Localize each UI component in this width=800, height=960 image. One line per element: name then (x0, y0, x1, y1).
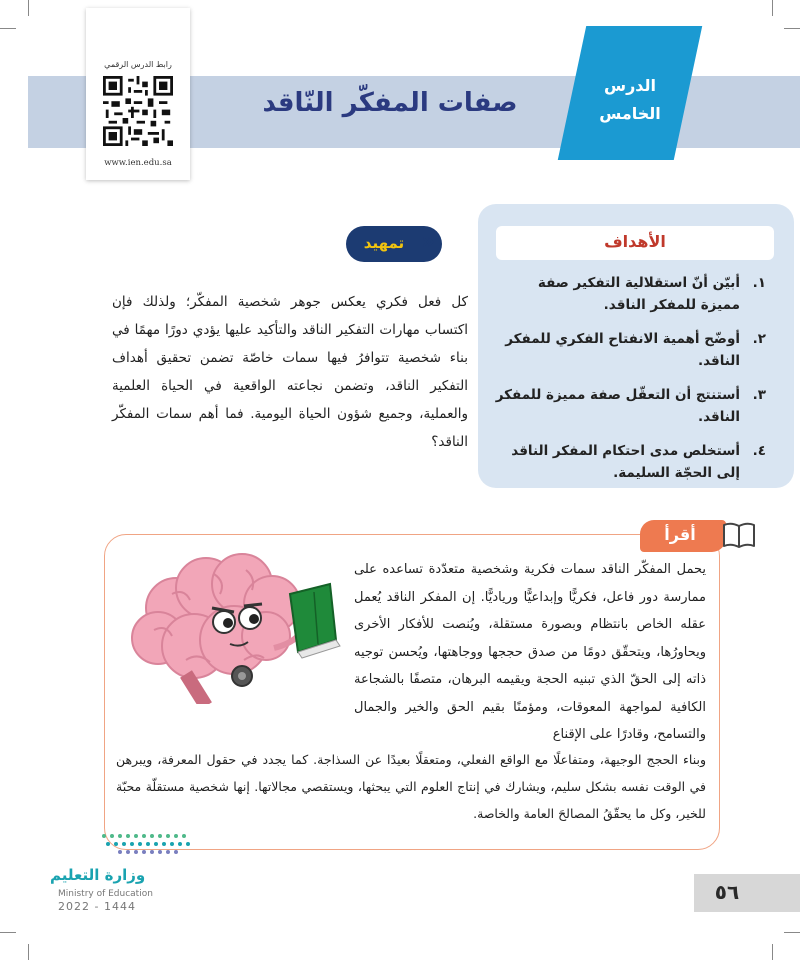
crop-mark (772, 0, 773, 16)
qr-code-icon[interactable] (103, 76, 173, 146)
objective-item (494, 440, 766, 496)
crop-mark (28, 0, 29, 16)
objective-item (494, 328, 766, 384)
objective-text: أستخلص مدى احتكام المفكر الناقد إلى الحجّة السليمة. (511, 443, 740, 481)
objective-number: ٢. (752, 331, 766, 347)
objective-text: أوضّح أهمية الانفتاح الفكري للمفكر الناقد. (505, 331, 740, 369)
lesson-tag-line1: الدرس (603, 76, 657, 95)
intro-label: تمهيد (363, 234, 405, 252)
crop-mark (784, 932, 800, 933)
read-paragraph-bottom: وبناء الحجج الوجيهة، ومتفاعلًا مع الواقع الفعلي، ومتعقلًا بعيدًا عن السذاجة. كما يجدد في حقول المعرفة، ويبرهن في الوقت نفسه بشكل سليم، ويشارك في إنتاج العلوم التي يبحثها، ويستقصي مجالاتها. إنها شخصية مستقلّة محبّة للخير، وكل ما يحقّقُ المصالحَ العامة والخاصة. (116, 752, 706, 821)
brain-reading-illustration (114, 548, 354, 704)
objectives-list (494, 272, 766, 496)
lesson-tag-text (580, 72, 680, 128)
ministry-name-arabic: وزارة التعليم (50, 866, 146, 884)
objective-number: ٤. (752, 443, 766, 459)
crop-mark (0, 28, 16, 29)
qr-url[interactable]: www.ien.edu.sa (104, 158, 172, 168)
crop-mark (784, 28, 800, 29)
objective-text: أستنتج أن التعقّل صفة مميزة للمفكر الناقد. (495, 387, 740, 425)
lesson-title: صفات المفكّر النّاقد (262, 88, 518, 118)
qr-label: رابط الدرس الرقمي (104, 60, 172, 69)
ministry-logo-icon (100, 832, 196, 856)
objective-item (494, 384, 766, 440)
crop-mark (0, 932, 16, 933)
objectives-title: الأهداف (604, 232, 666, 251)
intro-paragraph: كل فعل فكري يعكس جوهر شخصية المفكّر؛ ولذلك فإن اكتساب مهارات التفكير الناقد والتأكيد عليها يؤدي دورًا مهمًا في بناء شخصية تتوافرُ فيها سمات خاصّة تضمن تحقيق أهداف التفكير الناقد، وتضمن نجاعته الواقعية في الحياة العلمية والعملية، وجميع شؤون الحياة اليومية. فما أهم سمات المفكّر الناقد؟ (112, 294, 468, 450)
crop-mark (772, 944, 773, 960)
qr-card[interactable] (86, 8, 190, 180)
page-number: ٥٦ (714, 880, 740, 904)
edition-year: 2022 - 1444 (58, 900, 136, 913)
objective-text: أبيّن أنّ استقلالية التفكير صفة مميزة للمفكر الناقد. (537, 275, 740, 313)
read-label: أقرأ (664, 525, 696, 544)
open-book-icon (722, 520, 756, 550)
objective-number: ١. (752, 275, 766, 291)
crop-mark (28, 944, 29, 960)
read-paragraph-top: يحمل المفكّر الناقد سمات فكرية وشخصية متعدّدة تساعده على ممارسة دور فاعل، فكريًّا وإبداعيًّا ورياديًّا. إن المفكر الناقد يُعمل عقله الخاص بانتظام وبصورة مستقلة، ويُنصت للأفكار الأخرى ويحاورُها، ويتحقّق دومًا من صدق حججها ووجاهتها، ويُحسن توجيه ذاته إلى الحقّ الذي تبنيه الحجة ويقيمه البرهان، متصفًا بالشجاعة الكافية لمواجهة المعوقات، ومؤمنًا بقيم الحق والخير والجمال والتسامح، وقادرًا على الإقناع (354, 562, 706, 742)
lesson-tag-line2: الخامس (599, 104, 661, 123)
objective-number: ٣. (752, 387, 766, 403)
ministry-name-english: Ministry of Education (58, 889, 153, 899)
double-chevron-icon: » (422, 229, 435, 253)
objective-item (494, 272, 766, 328)
